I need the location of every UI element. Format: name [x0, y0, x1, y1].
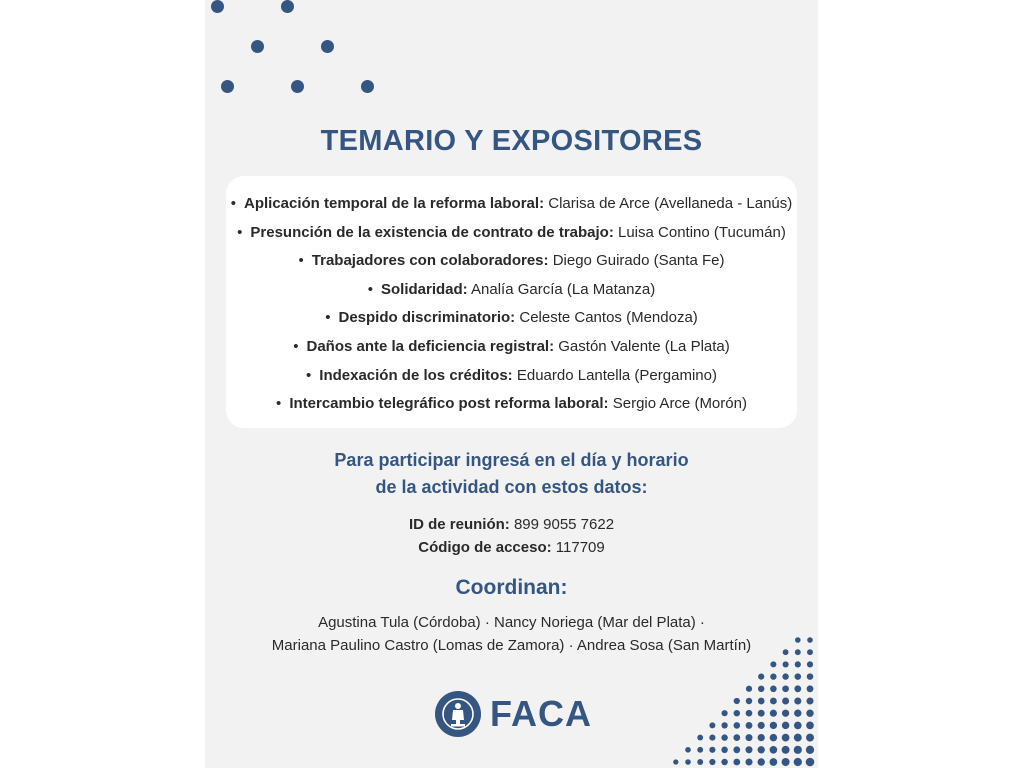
halftone-dot [709, 735, 715, 741]
halftone-dot [807, 637, 813, 643]
halftone-dot [746, 698, 752, 704]
bullet-icon: • [293, 337, 299, 355]
halftone-dot [770, 746, 778, 754]
halftone-dot [806, 697, 813, 704]
halftone-dot [770, 734, 778, 742]
halftone-dot [770, 698, 777, 705]
halftone-dot [806, 758, 815, 767]
halftone-dot [685, 759, 691, 765]
halftone-dot [795, 637, 801, 643]
halftone-dot [685, 747, 691, 753]
meeting-id-value: 899 9055 7622 [513, 516, 615, 533]
halftone-dot [758, 710, 765, 717]
participate-line: Para participar ingresá en el día y horario [334, 450, 689, 470]
halftone-dots-decoration [205, 0, 818, 768]
halftone-dot [782, 758, 790, 766]
topic-label: Daños ante la deficiencia registral: [306, 337, 555, 355]
halftone-dot [733, 734, 740, 741]
halftone-dot [709, 722, 715, 728]
bullet-icon: • [298, 252, 304, 270]
halftone-dot [697, 735, 703, 741]
halftone-dot [807, 661, 813, 667]
halftone-dot [709, 747, 715, 753]
halftone-dot [758, 674, 764, 680]
halftone-dot [782, 673, 788, 679]
halftone-dot [758, 746, 765, 753]
halftone-dot [721, 747, 727, 753]
halftone-dot [807, 673, 814, 680]
topic-speaker: Sergio Arce (Morón) [612, 395, 747, 413]
halftone-dot [794, 722, 802, 730]
halftone-dot [734, 710, 740, 716]
logo-text: FACA [490, 693, 592, 734]
topic-speaker: Eduardo Lantella (Pergamino) [516, 366, 717, 384]
participate-line: de la actividad con estos datos: [375, 477, 648, 497]
topic-label: Indexación de los créditos: [319, 366, 513, 384]
bullet-icon: • [230, 195, 236, 212]
topic-speaker: Celeste Cantos (Mendoza) [519, 309, 698, 327]
bullet-icon: • [276, 395, 282, 413]
bullet-icon: • [237, 223, 243, 241]
halftone-dot [758, 734, 765, 741]
halftone-dot [673, 759, 678, 764]
halftone-dot [758, 758, 765, 765]
topic-label: Solidaridad: [380, 280, 468, 298]
bullet-icon: • [367, 280, 373, 298]
halftone-dot [794, 710, 801, 717]
halftone-dot [721, 759, 728, 766]
halftone-dot [782, 746, 790, 754]
halftone-dot [782, 734, 790, 742]
halftone-dot [794, 734, 802, 742]
halftone-dot [782, 698, 789, 705]
halftone-dot [782, 722, 790, 730]
halftone-dot [806, 722, 814, 730]
coordinators-title: Coordinan: [455, 576, 568, 599]
topic-speaker: Diego Guirado (Santa Fe) [552, 252, 725, 270]
halftone-dot [794, 685, 801, 692]
halftone-dot [770, 722, 777, 729]
halftone-dot [770, 661, 776, 667]
halftone-dot [746, 686, 752, 692]
halftone-dot [746, 722, 753, 729]
halftone-dot [697, 747, 703, 753]
halftone-dot [721, 734, 727, 740]
halftone-dot [794, 758, 802, 766]
halftone-dot [794, 697, 801, 704]
flyer-page [205, 0, 818, 768]
halftone-dot [782, 685, 789, 692]
halftone-dot [806, 734, 814, 742]
topic-label: Despido discriminatorio: [338, 309, 516, 327]
halftone-dot [721, 722, 727, 728]
halftone-dot [697, 759, 703, 765]
halftone-dot [795, 673, 801, 679]
halftone-dot [770, 673, 776, 679]
page-title: TEMARIO Y EXPOSITORES [320, 125, 703, 157]
bullet-icon: • [306, 366, 312, 384]
topic-speaker: Analía García (La Matanza) [471, 280, 656, 298]
halftone-dot [783, 649, 789, 655]
halftone-dot [734, 698, 740, 704]
coordinators-line: Mariana Paulino Castro (Lomas de Zamora) · Andrea Sosa (San Martín) [271, 637, 752, 654]
halftone-dot [770, 710, 777, 717]
topic-speaker: Luisa Contino (Tucumán) [618, 223, 786, 241]
topic-label: Aplicación temporal de la reforma laboral: [243, 195, 545, 212]
halftone-dot [733, 746, 740, 753]
halftone-dot [782, 710, 789, 717]
topic-speaker: Gastón Valente (La Plata) [558, 337, 730, 355]
halftone-dot [722, 710, 728, 716]
access-code-value: 117709 [555, 539, 605, 556]
halftone-dot [709, 759, 715, 765]
topic-label: Presunción de la existencia de contrato de trabajo: [250, 223, 614, 241]
halftone-dot [806, 710, 813, 717]
meeting-id-label: ID de reunión: [408, 516, 510, 533]
topic-label: Trabajadores con colaboradores: [311, 252, 549, 270]
halftone-dot [794, 746, 802, 754]
topic-speaker: Clarisa de Arce (Avellaneda - Lanús) [548, 195, 793, 212]
halftone-dot [746, 734, 753, 741]
access-code-label: Código de acceso: [418, 539, 552, 556]
halftone-dot [806, 746, 814, 754]
halftone-dot [758, 722, 765, 729]
topic-label: Intercambio telegráfico post reforma laboral: [289, 395, 609, 413]
halftone-dot [746, 710, 753, 717]
halftone-dot [733, 759, 740, 766]
halftone-dot [770, 686, 777, 693]
halftone-dot [770, 758, 778, 766]
halftone-dot [807, 685, 814, 692]
coordinators-line: Agustina Tula (Córdoba) · Nancy Noriega (Mar del Plata) · [318, 614, 705, 631]
halftone-dot [734, 722, 741, 729]
bullet-icon: • [325, 309, 331, 327]
halftone-dot [795, 661, 801, 667]
halftone-dot [783, 661, 789, 667]
halftone-dot [758, 686, 764, 692]
halftone-dot [758, 698, 765, 705]
halftone-dot [795, 649, 801, 655]
halftone-dot [807, 649, 813, 655]
halftone-dot [745, 758, 752, 765]
halftone-dot [745, 746, 752, 753]
